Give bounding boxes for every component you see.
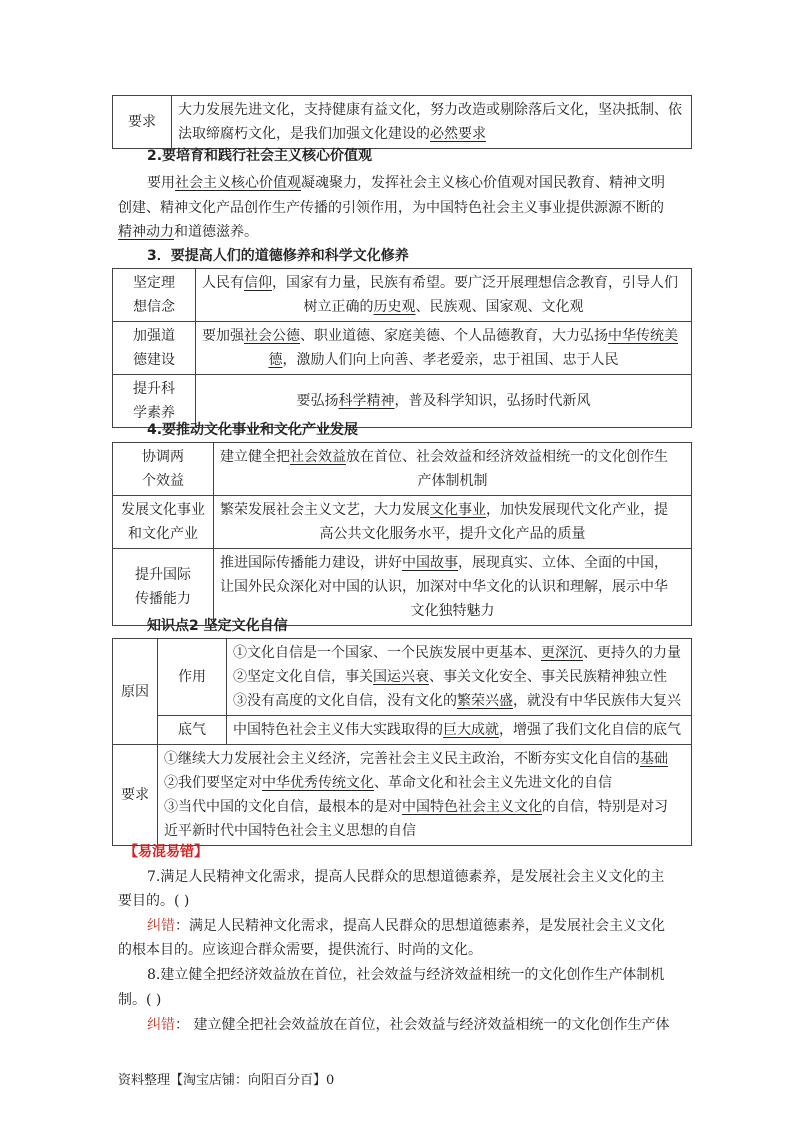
table-row [113,745,692,846]
row-content: 人民有信仰，国家有力量，民族有希望。要广泛开展理想信念教育，引导人们 树立正确的历史观、民族观、国家观、文化观 [196,269,692,322]
correction-8: 纠错： 建立健全把社会效益放在首位，社会效益与经济效益相统一的文化创作生产体 [147,1017,670,1033]
paragraph-line: 要用社会主义核心价值观凝魂聚力，发挥社会主义核心价值观对国民教育、精神文明 [147,175,665,191]
row-label: 原因 [113,639,158,745]
table-row [113,269,692,322]
question-7-cont: 要目的。( ) [118,893,190,909]
section-heading: 3．要提高人们的道德修养和科学文化修养 [147,248,409,264]
paragraph-line: 创建、精神文化产品创作生产传播的引领作用，为中国特色社会主义事业提供源源不断的 [118,200,664,216]
table-row [113,639,692,716]
row-content: 繁荣发展社会主义文艺，大力发展文化事业，加快发展现代文化产业，提 高公共文化服务水平，提升文化产品的质量 [214,496,692,549]
table-row [113,443,692,496]
row-content: 要弘扬科学精神，普及科学知识，弘扬时代新风 [196,375,692,428]
correction-7-cont: 的根本目的。应该迎合群众需要，提供流行、时尚的文化。 [118,942,482,958]
table-row [113,322,692,375]
moral-table [112,268,692,428]
row-label: 坚定理 想信念 [113,269,196,322]
correction-7: 纠错：满足人民精神文化需求，提高人民群众的思想道德素养，是发展社会主义文化 [147,918,665,934]
question-7: 7.满足人民精神文化需求，提高人民群众的思想道德素养，是发展社会主义文化的主 [147,869,665,885]
row-label: 提升国际 传播能力 [113,549,214,626]
row-content: ①文化自信是一个国家、一个民族发展中更基本、更深沉、更持久的力量 ②坚定文化自信，事关国运兴衰、事关文化安全、事关民族精神独立性 ③没有高度的文化自信，没有文化的繁荣兴盛，就没有中华民族伟大复兴 [227,639,692,716]
row-label: 协调两 个效益 [113,443,214,496]
row-content: 建立健全把社会效益放在首位、社会效益和经济效益相统一的文化创作生 产体制机制 [214,443,692,496]
table-row [113,96,692,149]
row-content: ①继续大力发展社会主义经济，完善社会主义民主政治，不断夯实文化自信的基础 ②我们要坚定对中华优秀传统文化、革命文化和社会主义先进文化的自信 ③当代中国的文化自信，最根本的是对中国特色社会主义文化的自信，特别是对习 近平新时代中国特色社会主义思想的自信 [158,745,692,846]
row-content: 推进国际传播能力建设，讲好中国故事，展现真实、立体、全面的中国， 让国外民众深化对中国的认识，加深对中华文化的认识和理解，展示中华 文化独特魅力 [214,549,692,626]
row-content: 大力发展先进文化，支持健康有益文化，努力改造或剔除落后文化，坚决抵制、依 法取缔腐朽文化，是我们加强文化建设的必然要求 [172,96,692,149]
question-8: 8.建立健全把经济效益放在首位，社会效益与经济效益相统一的文化创作生产体制机 [147,967,665,983]
row-label: 要求 [113,745,158,846]
culture-industry-table [112,442,692,626]
row-label: 要求 [113,96,172,149]
requirement-table [112,95,692,149]
row-content: 中国特色社会主义伟大实践取得的巨大成就，增强了我们文化自信的底气 [227,716,692,745]
row-label: 加强道 德建设 [113,322,196,375]
section-heading: 4.要推动文化事业和文化产业发展 [147,422,359,438]
confidence-table [112,638,692,846]
mixup-heading: 【易混易错】 [124,844,208,860]
sub-label: 作用 [158,639,227,716]
knowledge-point-heading: 知识点2 坚定文化自信 [147,618,288,634]
section-heading: 2.要培育和践行社会主义核心价值观 [147,148,373,164]
row-content: 要加强社会公德、职业道德、家庭美德、个人品德教育，大力弘扬中华传统美 德，激励人们向上向善、孝老爱亲，忠于祖国、忠于人民 [196,322,692,375]
sub-label: 底气 [158,716,227,745]
page-footer: 资料整理【淘宝店铺：向阳百分百】0 [118,1073,335,1088]
table-row [113,496,692,549]
row-label: 发展文化事业 和文化产业 [113,496,214,549]
row-label: 提升科 学素养 [113,375,196,428]
question-8-cont: 制。( ) [118,992,162,1008]
paragraph-line: 精神动力和道德滋养。 [118,224,258,240]
table-row [113,716,692,745]
